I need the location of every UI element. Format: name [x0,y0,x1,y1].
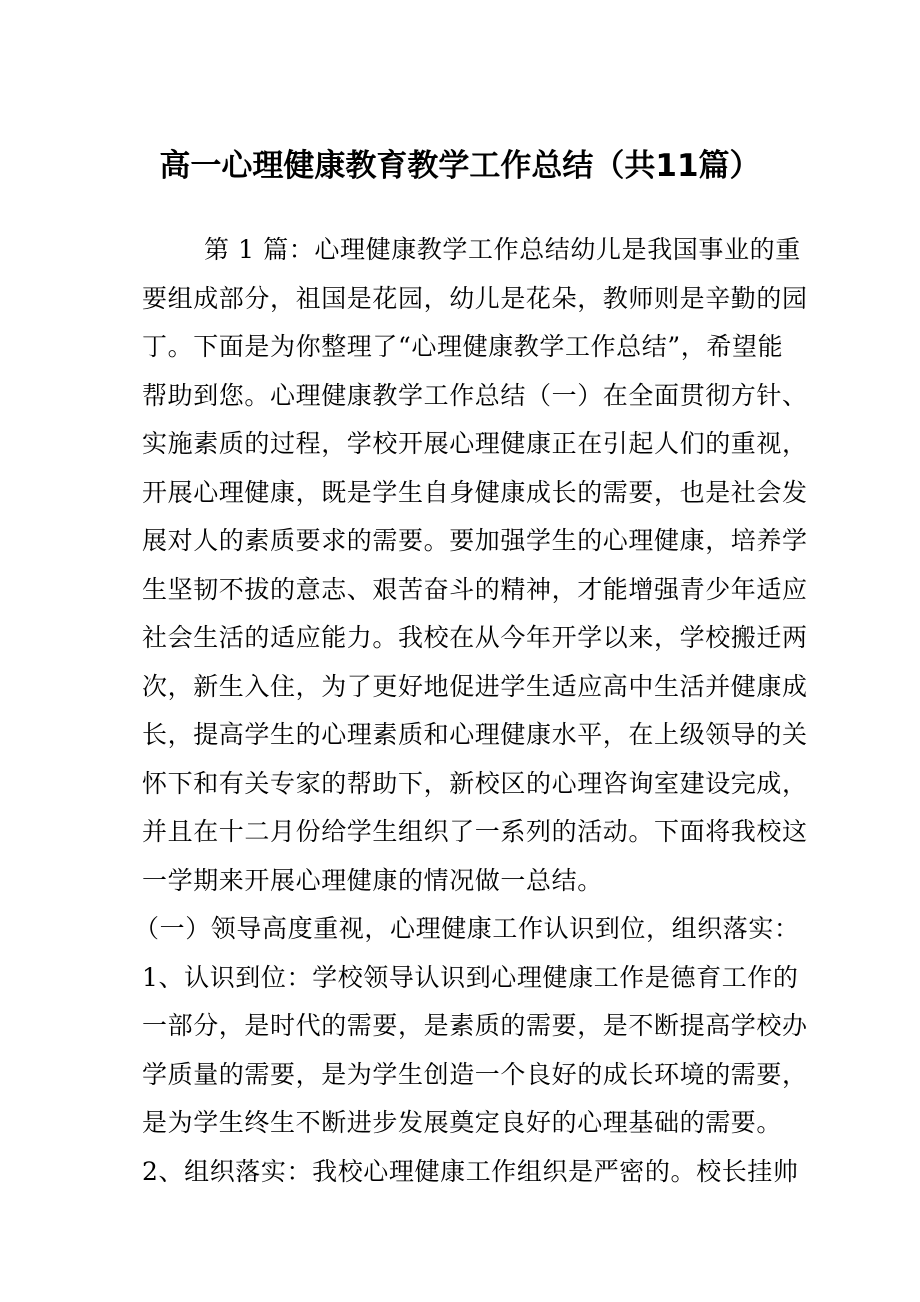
body-line: 1、认识到位：学校领导认识到心理健康工作是德育工作的 [142,962,799,992]
body-line: 生坚韧不拔的意志、艰苦奋斗的精神，才能增强青少年适应 [142,574,808,604]
body-line: 帮助到您。心理健康教学工作总结（一）在全面贯彻方针、 [142,380,808,410]
document-title: 高一心理健康教育教学工作总结（共11篇） [159,148,761,184]
body-line: 长，提高学生的心理素质和心理健康水平，在上级领导的关 [142,720,808,749]
body-line: 社会生活的适应能力。我校在从今年开学以来，学校搬迁两 [142,623,808,652]
body-line: 并且在十二月份给学生组织了一系列的活动。下面将我校这 [142,817,808,846]
document-body [134,226,808,1196]
body-line: 展对人的素质要求的需要。要加强学生的心理健康，培养学 [142,526,808,555]
body-line: 怀下和有关专家的帮助下，新校区的心理咨询室建设完成， [142,768,808,798]
body-line: 是为学生终生不断进步发展奠定良好的心理基础的需要。 [142,1108,783,1137]
body-line: 2、组织落实：我校心理健康工作组织是严密的。校长挂帅 [142,1156,799,1186]
body-line: 实施素质的过程，学校开展心理健康正在引起人们的重视， [142,429,808,458]
body-line: 第 1 篇：心理健康教学工作总结幼儿是我国事业的重 [204,235,801,264]
body-line: 丁。下面是为你整理了“心理健康教学工作总结”，希望能 [142,332,784,361]
section-heading: （一）领导高度重视，心理健康工作认识到位，组织落实： [134,914,800,943]
body-line: 一部分，是时代的需要，是素质的需要，是不断提高学校办 [142,1011,808,1040]
body-line: 学质量的需要，是为学生创造一个良好的成长环境的需要， [142,1059,808,1089]
body-line: 要组成部分，祖国是花园，幼儿是花朵，教师则是辛勤的园 [142,283,808,313]
body-line: 次，新生入住，为了更好地促进学生适应高中生活并健康成 [142,671,808,701]
body-line: 开展心理健康，既是学生自身健康成长的需要，也是社会发 [142,477,808,507]
body-line: 一学期来开展心理健康的情况做一总结。 [142,865,603,895]
